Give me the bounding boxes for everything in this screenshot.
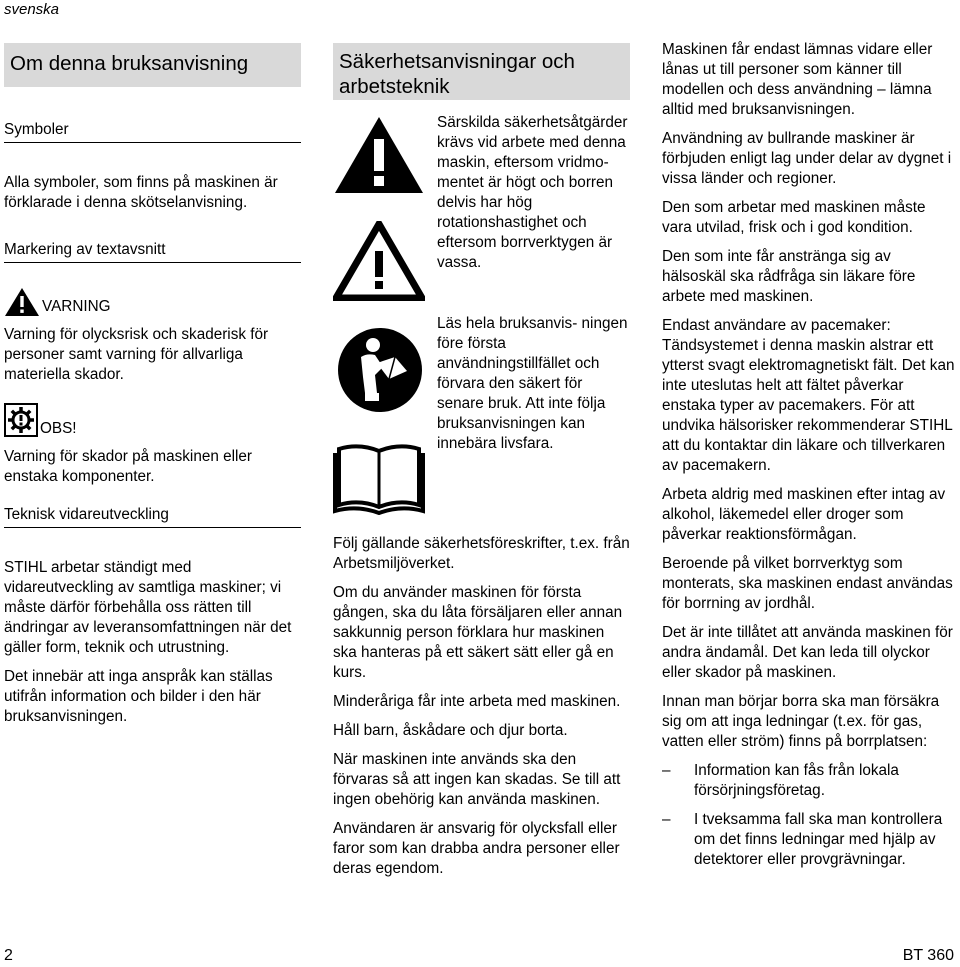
- paragraph: Håll barn, åskådare och djur borta.: [333, 722, 568, 739]
- model-name: BT 360: [902, 947, 954, 964]
- list-dash: –: [662, 762, 671, 779]
- section-title: Om denna bruksanvisning: [4, 43, 301, 87]
- paragraph: Maskinen får endast lämnas vidare eller lånas ut till personer som känner till modellen och dess användning – lämna alltid med bruksanvisningen.: [662, 41, 933, 118]
- symbols-text: Alla symboler, som finns på maskinen är förklarade i denna skötselanvisning.: [4, 174, 278, 211]
- section-title: Säkerhetsanvisningar och arbetsteknik: [333, 43, 630, 100]
- paragraph: Användaren är ansvarig för olycksfall eller faror som kan drabba andra personer eller deras egendom.: [333, 820, 620, 877]
- paragraph: Den som inte får anstränga sig av hälsoskäl ska rådfråga sin läkare före arbete med maskinen.: [662, 248, 916, 305]
- paragraph: Endast användare av pacemaker: Tändsystemet i denna maskin alstrar ett ytterst svagt elektromagnetiskt fält. Det kan inte uteslutas helt att fältet påverkar enstaka typer av pacemakers. För att undvika hälsorisker rekommenderar STIHL att du kontaktar din läkare och tillverkaren av pacemakern.: [662, 317, 955, 474]
- page-number: 2: [4, 947, 13, 964]
- paragraph: Det är inte tillåtet att använda maskinen för andra ändamål. Det kan leda till olyckor eller skador på maskinen.: [662, 624, 953, 681]
- paragraph: När maskinen inte används ska den förvaras så att ingen kan skadas. Se till att ingen obehörig kan använda maskinen.: [333, 751, 621, 808]
- tech-paragraph-2: Det innebär att inga anspråk kan ställas utifrån information och bilder i den här bruksanvisningen.: [4, 668, 273, 725]
- subheading-symboler: Symboler: [4, 120, 301, 143]
- list-item: [662, 761, 956, 801]
- paragraph: Innan man börjar borra ska man försäkra sig om att inga ledningar (t.ex. för gas, vatten eller ström) finns på borrplatsen:: [662, 693, 940, 750]
- gear-warning-icon: [4, 403, 38, 437]
- warning-text: Varning för olycksrisk och skaderisk för personer samt varning för allvarliga materiella skador.: [4, 326, 269, 383]
- paragraph: Arbeta aldrig med maskinen efter intag av alkohol, läkemedel eller droger som påverkar reaktionsförmågan.: [662, 486, 946, 543]
- obs-heading: [4, 403, 301, 437]
- list-item-text: Information kan fås från lokala försörjningsföretag.: [694, 762, 899, 799]
- obs-text: Varning för skador på maskinen eller enstaka komponenter.: [4, 448, 252, 485]
- safety-note-2: Läs hela bruksanvis- ningen före första användningstillfället och förvara den säkert för senare bruk. Att inte följa bruksanvisningen kan innebära livsfara.: [437, 315, 628, 452]
- column-middle: [333, 43, 630, 877]
- list-dash: –: [662, 811, 671, 828]
- manual-book-icon: [333, 441, 425, 521]
- language-label: svenska: [4, 1, 60, 18]
- subheading-markering: Markering av textavsnitt: [4, 240, 301, 263]
- warning-outline-triangle-icon: [333, 221, 425, 307]
- warning-label: VARNING: [42, 298, 111, 315]
- column-left: [4, 43, 301, 727]
- safety-note-1: Särskilda säkerhetsåtgärder krävs vid arbete med denna maskin, eftersom vridmo- mentet är högt och borren delvis har hög rotationshastighet och eftersom borrverktygen är vassa.: [437, 114, 628, 271]
- safety-paragraphs: [333, 534, 630, 879]
- paragraph: Minderåriga får inte arbeta med maskinen.: [333, 693, 621, 710]
- column-right: [662, 43, 956, 870]
- paragraph: Följ gällande säkerhetsföreskrifter, t.ex. från Arbetsmiljöverket.: [333, 535, 630, 572]
- list-item-text: I tveksamma fall ska man kontrollera om det finns ledningar med hjälp av detektorer eller provgrävningar.: [694, 811, 943, 868]
- paragraph: Om du använder maskinen för första gången, ska du låta försäljaren eller annan sakkunnig person förklara hur maskinen ska hanteras på ett säkert sätt eller gå en kurs.: [333, 584, 623, 681]
- warning-heading: [4, 287, 301, 317]
- paragraph: Den som arbetar med maskinen måste vara utvilad, frisk och i god kondition.: [662, 199, 926, 236]
- warning-triangle-icon: [4, 287, 40, 317]
- read-manual-icon: [337, 327, 423, 419]
- obs-label: OBS!: [40, 420, 77, 437]
- paragraph: Beroende på vilket borrverktyg som monterats, ska maskinen endast användas för borrning av jordhål.: [662, 555, 953, 612]
- danger-triangle-icon: [333, 115, 425, 201]
- tech-paragraph-1: STIHL arbetar ständigt med vidareutveckling av samtliga maskiner; vi måste därför förbehålla oss rätten till ändringar av leveransomfattningen när det gäller form, teknik och utrustning.: [4, 559, 292, 656]
- list-item: [662, 810, 956, 870]
- paragraph: Användning av bullrande maskiner är förbjuden enligt lag under delar av dygnet i vissa länder och regioner.: [662, 130, 952, 187]
- subheading-teknisk: Teknisk vidareutveckling: [4, 505, 301, 528]
